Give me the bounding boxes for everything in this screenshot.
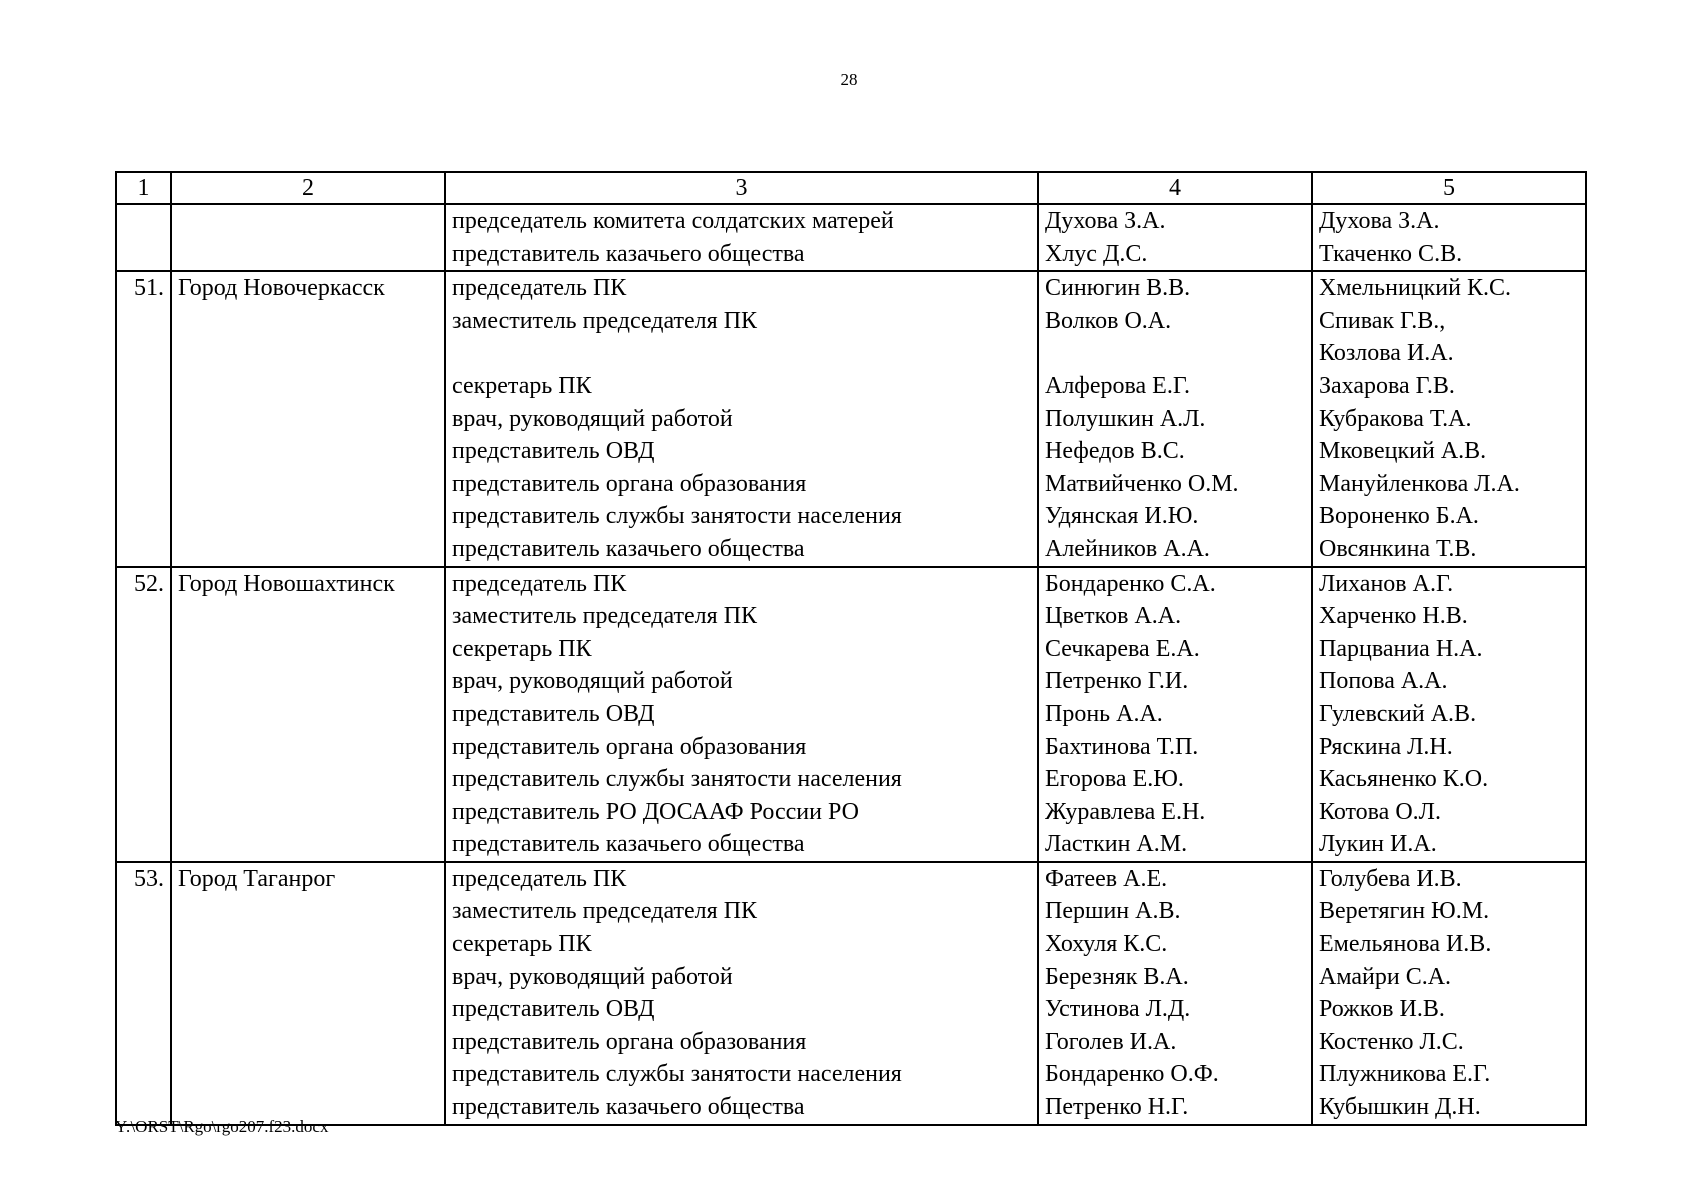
member-name: Хохуля К.С.	[1045, 931, 1168, 958]
reserve-member-name: Захарова Г.В.	[1319, 372, 1455, 399]
member-cell	[1038, 204, 1312, 271]
role-line: председатель ПК	[452, 275, 627, 302]
role-line: представитель службы занятости населения	[452, 1061, 902, 1088]
role-line: секретарь ПК	[452, 372, 592, 399]
reserve-member-name: Лукин И.А.	[1319, 831, 1437, 858]
reserve-member-name: Спивак Г.В.,	[1319, 307, 1446, 334]
row-number-cell: 51.	[116, 271, 171, 566]
reserve-member-name: Кубракова Т.А.	[1319, 405, 1472, 432]
member-name: Бондаренко С.А.	[1045, 570, 1216, 597]
role-line: представитель службы занятости населения	[452, 503, 902, 530]
role-line: заместитель председателя ПК	[452, 603, 758, 630]
member-name: Фатеев А.Е.	[1045, 865, 1168, 892]
table-row	[116, 271, 1586, 566]
member-name: Гоголев И.А.	[1045, 1028, 1177, 1055]
member-name: Сечкарева Е.А.	[1045, 635, 1200, 662]
member-name: Хлус Д.С.	[1045, 240, 1148, 267]
row-number-cell: 52.	[116, 567, 171, 862]
role-line	[452, 337, 1031, 370]
role-line: врач, руководящий работой	[452, 668, 733, 695]
role-line: секретарь ПК	[452, 635, 592, 662]
reserve-member-name: Веретягин Ю.М.	[1319, 898, 1490, 925]
reserve-member-name: Лиханов А.Г.	[1319, 570, 1454, 597]
role-line: представитель органа образования	[452, 733, 807, 760]
reserve-member-name: Парцваниа Н.А.	[1319, 635, 1483, 662]
reserve-member-name: Мковецкий А.В.	[1319, 438, 1487, 465]
role-line: председатель комитета солдатских матерей	[452, 208, 894, 234]
member-cell	[1038, 862, 1312, 1125]
role-line: представитель ОВД	[452, 438, 655, 465]
reserve-member-name: Амайри С.А.	[1319, 963, 1452, 990]
member-name: Петренко Г.И.	[1045, 668, 1189, 695]
reserve-member-name: Вороненко Б.А.	[1319, 503, 1479, 530]
reserve-member-name: Овсянкина Т.В.	[1319, 535, 1477, 562]
role-line: заместитель председателя ПК	[452, 898, 758, 925]
column-header-2: 2	[171, 172, 445, 204]
city-cell: Город Новошахтинск	[171, 567, 445, 862]
role-line: врач, руководящий работой	[452, 405, 733, 432]
reserve-member-name: Хмельницкий К.С.	[1319, 275, 1511, 302]
reserve-member-name: Попова А.А.	[1319, 668, 1448, 695]
role-cell	[445, 567, 1038, 862]
member-name: Алейников А.А.	[1045, 535, 1210, 562]
header-row	[116, 172, 1586, 204]
reserve-member-name: Мануйленкова Л.А.	[1319, 470, 1520, 497]
reserve-member-name: Ткаченко С.В.	[1319, 240, 1463, 267]
reserve-member-name: Рожков И.В.	[1319, 996, 1445, 1023]
city-cell: Город Таганрог	[171, 862, 445, 1125]
table-row	[116, 862, 1586, 1125]
row-number-cell: 53.	[116, 862, 171, 1125]
reserve-member-name: Гулевский А.В.	[1319, 700, 1477, 727]
role-line: председатель ПК	[452, 570, 627, 597]
role-line: представитель органа образования	[452, 470, 807, 497]
reserve-member-cell	[1312, 567, 1586, 862]
member-name	[1045, 337, 1305, 370]
role-line: представитель ОВД	[452, 700, 655, 727]
role-cell	[445, 862, 1038, 1125]
reserve-member-name: Касьяненко К.О.	[1319, 766, 1489, 793]
commission-table	[115, 171, 1587, 1126]
member-cell	[1038, 567, 1312, 862]
role-line: представитель органа образования	[452, 1028, 807, 1055]
reserve-member-name: Ряскина Л.Н.	[1319, 733, 1453, 760]
member-name: Удянская И.Ю.	[1045, 503, 1199, 530]
reserve-member-cell	[1312, 271, 1586, 566]
reserve-member-name: Кубышкин Д.Н.	[1319, 1094, 1481, 1121]
member-name: Першин А.В.	[1045, 898, 1181, 925]
city-cell	[171, 204, 445, 271]
member-name: Бондаренко О.Ф.	[1045, 1061, 1219, 1088]
member-cell	[1038, 271, 1312, 566]
member-name: Волков О.А.	[1045, 307, 1172, 334]
role-cell	[445, 271, 1038, 566]
role-line: представитель казачьего общества	[452, 535, 805, 562]
member-name: Цветков А.А.	[1045, 603, 1182, 630]
city-cell: Город Новочеркасск	[171, 271, 445, 566]
reserve-member-name: Харченко Н.В.	[1319, 603, 1468, 630]
table-body	[116, 204, 1586, 1125]
table-row	[116, 567, 1586, 862]
member-name: Полушкин А.Л.	[1045, 405, 1206, 432]
member-name: Ласткин А.М.	[1045, 831, 1188, 858]
column-header-5: 5	[1312, 172, 1586, 204]
column-header-3: 3	[445, 172, 1038, 204]
member-name: Бахтинова Т.П.	[1045, 733, 1199, 760]
reserve-member-name: Голубева И.В.	[1319, 865, 1462, 892]
member-name: Егорова Е.Ю.	[1045, 766, 1184, 793]
role-line: представитель ОВД	[452, 996, 655, 1023]
reserve-member-cell	[1312, 862, 1586, 1125]
role-line: заместитель председателя ПК	[452, 307, 758, 334]
member-name: Березняк В.А.	[1045, 963, 1189, 990]
reserve-member-name: Костенко Л.С.	[1319, 1028, 1464, 1055]
member-name: Матвийченко О.М.	[1045, 470, 1239, 497]
role-line: председатель ПК	[452, 865, 627, 892]
table-row	[116, 204, 1586, 271]
member-name: Алферова Е.Г.	[1045, 372, 1191, 399]
member-name: Петренко Н.Г.	[1045, 1094, 1189, 1121]
member-name: Духова З.А.	[1045, 208, 1166, 234]
reserve-member-name: Козлова И.А.	[1319, 340, 1454, 367]
role-cell	[445, 204, 1038, 271]
role-line: представитель казачьего общества	[452, 1094, 805, 1121]
reserve-member-name: Емельянова И.В.	[1319, 931, 1492, 958]
role-line: секретарь ПК	[452, 931, 592, 958]
role-line: представитель казачьего общества	[452, 240, 805, 267]
table-header	[116, 172, 1586, 204]
reserve-member-name: Котова О.Л.	[1319, 798, 1441, 825]
page-number: 28	[840, 70, 858, 89]
file-path-footer: Y:\ORST\Rgo\rgo207.f23.docx	[115, 1117, 329, 1136]
reserve-member-cell	[1312, 204, 1586, 271]
member-name: Журавлева Е.Н.	[1045, 798, 1206, 825]
member-name: Пронь А.А.	[1045, 700, 1163, 727]
role-line: представитель РО ДОСААФ России РО	[452, 798, 859, 825]
member-name: Нефедов В.С.	[1045, 438, 1185, 465]
column-header-4: 4	[1038, 172, 1312, 204]
member-name: Синюгин В.В.	[1045, 275, 1191, 302]
reserve-member-name: Духова З.А.	[1319, 208, 1440, 234]
reserve-member-name: Плужникова Е.Г.	[1319, 1061, 1491, 1088]
role-line: врач, руководящий работой	[452, 963, 733, 990]
member-name: Устинова Л.Д.	[1045, 996, 1191, 1023]
row-number-cell	[116, 204, 171, 271]
role-line: представитель службы занятости населения	[452, 766, 902, 793]
column-header-1: 1	[116, 172, 171, 204]
role-line: представитель казачьего общества	[452, 831, 805, 858]
